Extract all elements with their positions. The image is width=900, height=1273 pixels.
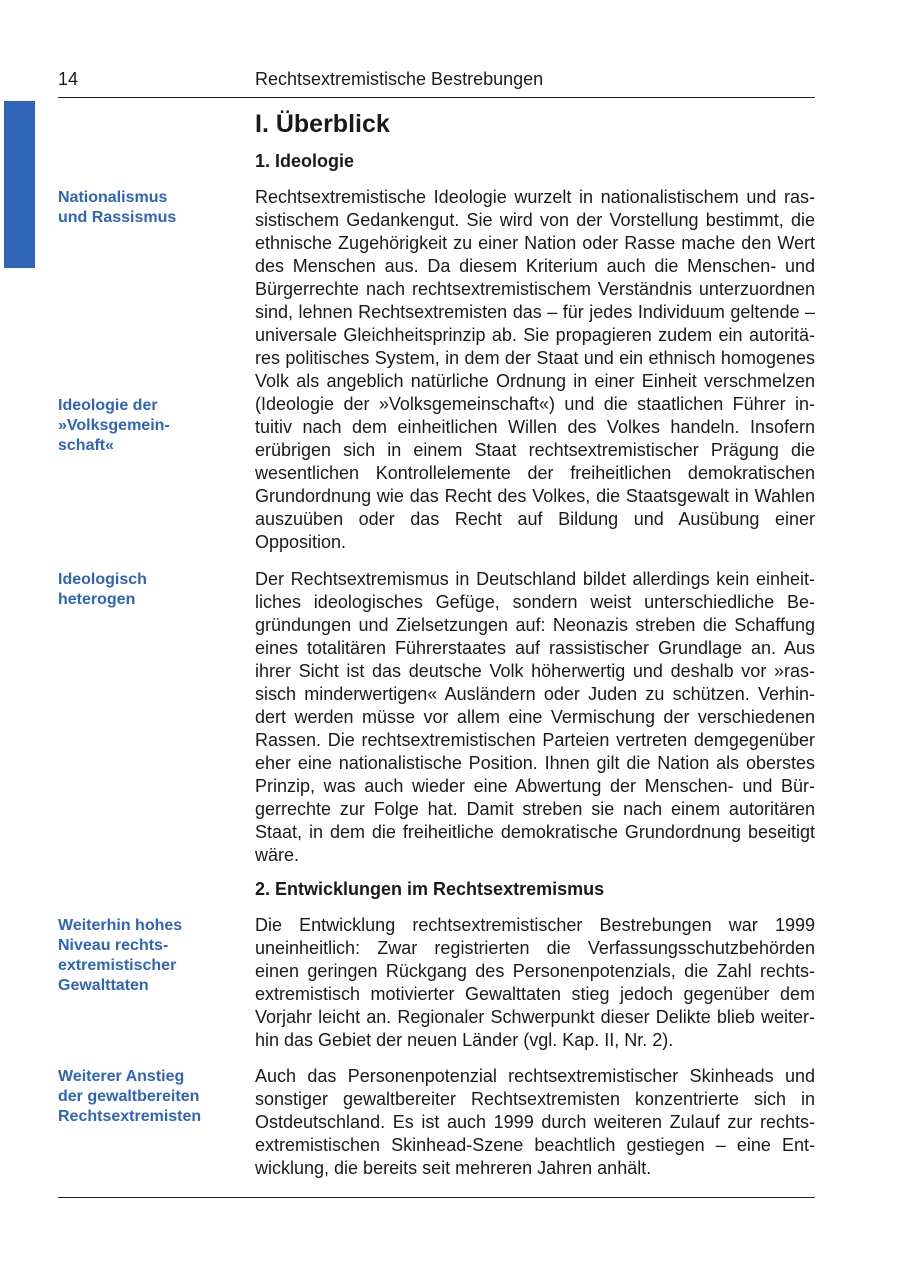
margin-note-line: Gewalttaten bbox=[58, 977, 149, 994]
margin-note-line: Ideologisch bbox=[58, 571, 147, 588]
margin-note-line: Weiterer Anstieg bbox=[58, 1068, 185, 1085]
margin-note-line: und Rassismus bbox=[58, 209, 177, 226]
subsection-title-entwicklungen: 2. Entwicklungen im Rechtsextremismus bbox=[255, 879, 605, 899]
margin-note-line: heterogen bbox=[58, 591, 136, 608]
paragraph-ideologie-2: Der Rechtsextremismus in Deutschland bildet allerdings kein einheitliches ideologisches Gefüge, sondern weist unterschiedliche Begründungen und Zielsetzungen auf: Neonazis streben die Schaffung eines totalitären Führerstaates auf rassistischer Grundlage an. Aus ihrer Sicht ist das deutsche Volk höherwertig und deshalb vor »rassisch minderwertigen« Ausländern oder Juden zu schützen. Verhindert werden müsse vor allem eine Vermischung der verschiedenen Rassen. Die rechtsextremistischen Parteien vertreten demgegenüber eher eine nationalistische Position. Ihnen gilt die Nation als oberstes Prinzip, was auch wieder eine Abwertung der Menschen- und Bürgerrechte zur Folge hat. Damit streben sie nach einem autoritären Staat, in dem die freiheitliche demokratische Grundordnung beseitigt wäre. bbox=[255, 569, 815, 865]
paragraph-entwicklungen-1: Die Entwicklung rechtsextremistischer Bestrebungen war 1999 uneinheitlich: Zwar registrierten die Verfassungsschutzbehörden einen geringen Rückgang des Personenpotenzials, die Zahl rechtsextremistisch motivierter Gewalttaten stieg jedoch gegenüber dem Vorjahr leicht an. Regionaler Schwerpunkt dieser Delikte blieb weiterhin das Gebiet der neuen Länder (vgl. Kap. II, Nr. 2). bbox=[255, 915, 815, 1050]
paragraph-ideologie-1: Rechtsextremistische Ideologie wurzelt in nationalistischem und rassistischem Gedankengut. Sie wird von der Vorstellung bestimmt, die ethnische Zugehörigkeit zu einer Nation oder Rasse mache den Wert des Menschen aus. Da diesem Kriterium auch die Menschen- und Bürgerrechte nach rechtsextremistischem Verständnis unterzuordnen sind, lehnen Rechtsextremisten das – für jedes Individuum geltende – universale Gleichheitsprinzip ab. Sie propagieren zudem ein autoritäres politisches System, in dem der Staat und ein ethnisch homogenes Volk als angeblich natürliche Ordnung in einer Einheit verschmelzen (Ideologie der »Volksgemeinschaft«) und die staatlichen Führer intuitiv nach dem einheitlichen Willen des Volkes handeln. Insofern erübrigen sich in einem Staat rechtsextremistischer Prägung die wesentlichen Kontrollelemente der freiheitlichen demokratischen Grundordnung wie das Recht des Volkes, die Staatsgewalt in Wahlen auszuüben oder das Recht auf Bildung und Ausübung einer Opposition. bbox=[255, 187, 815, 552]
margin-note-line: extremistischer bbox=[58, 957, 177, 974]
running-head: Rechtsextremistische Bestrebungen bbox=[255, 69, 544, 89]
margin-note-line: Nationalismus bbox=[58, 189, 168, 206]
margin-note-heterogen bbox=[58, 570, 233, 610]
margin-note-volksgemeinschaft bbox=[58, 396, 233, 456]
section-title: I. Überblick bbox=[255, 110, 390, 138]
margin-note-nationalismus bbox=[58, 188, 233, 228]
margin-note-line: Rechtsextremisten bbox=[58, 1108, 202, 1125]
page-number: 14 bbox=[58, 69, 79, 89]
chapter-tab-marker bbox=[4, 101, 35, 268]
margin-note-line: »Volksgemein- bbox=[58, 417, 170, 434]
footer-rule bbox=[58, 1197, 815, 1198]
margin-note-line: Weiterhin hohes bbox=[58, 917, 183, 934]
margin-note-line: der gewaltbereiten bbox=[58, 1088, 200, 1105]
paragraph-entwicklungen-2: Auch das Personenpotenzial rechtsextremistischer Skinheads und sonstiger gewaltbereiter Rechtsextremisten konzentrierte sich in Ostdeutschland. Es ist auch 1999 durch weiteren Zulauf zur rechtsextremistischen Skinhead-Szene beachtlich gestiegen – eine Entwicklung, die bereits seit mehreren Jahren anhält. bbox=[255, 1066, 815, 1178]
margin-note-line: schaft« bbox=[58, 437, 115, 454]
header-rule bbox=[58, 97, 815, 98]
margin-note-line: Niveau rechts- bbox=[58, 937, 169, 954]
margin-note-gewaltbereite bbox=[58, 1067, 233, 1127]
margin-note-gewalttaten bbox=[58, 916, 233, 996]
subsection-title-ideologie: 1. Ideologie bbox=[255, 151, 355, 171]
margin-note-line: Ideologie der bbox=[58, 397, 158, 414]
